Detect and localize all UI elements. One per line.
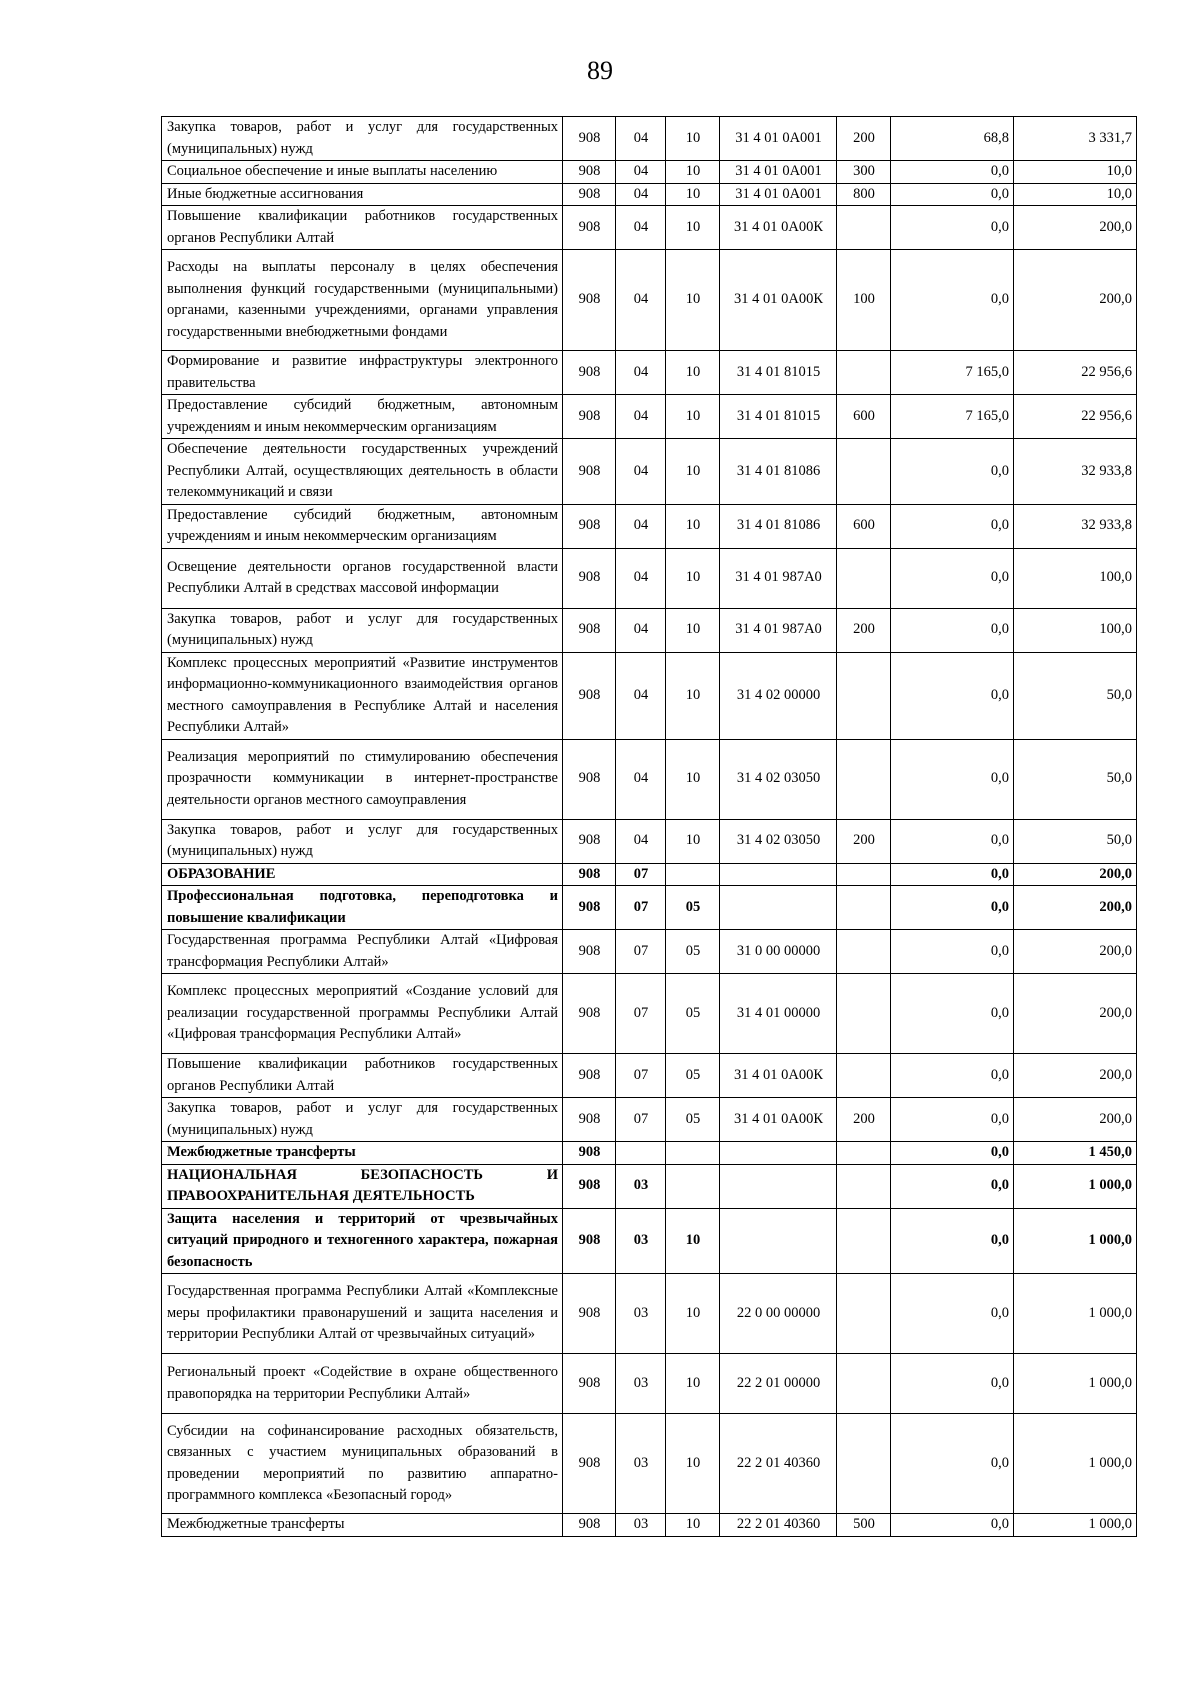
row-name-cell: Региональный проект «Содействие в охране общественного правопорядка на территории Республики Алтай» [162,1354,563,1414]
target-article-cell: 31 4 01 0А001 [720,161,837,184]
row-name-cell: Межбюджетные трансферты [162,1514,563,1537]
grbs-cell: 908 [563,1208,616,1274]
target-article-cell [720,886,837,930]
subsection-cell: 10 [666,608,720,652]
expense-type-cell: 500 [837,1514,891,1537]
expense-type-cell: 200 [837,608,891,652]
table-row [162,206,1137,250]
section-cell [616,1142,666,1165]
row-name-cell: Государственная программа Республики Алтай «Комплексные меры профилактики правонарушений и защита населения и территории Республики Алтай от чрезвычайных ситуаций» [162,1274,563,1354]
table-body [162,117,1137,1537]
section-cell: 03 [616,1414,666,1514]
row-name-cell: Предоставление субсидий бюджетным, автономным учреждениям и иным некоммерческим организациям [162,395,563,439]
section-cell: 04 [616,608,666,652]
amount-2-cell: 200,0 [1014,974,1137,1054]
amount-2-cell: 200,0 [1014,250,1137,351]
target-article-cell: 22 0 00 00000 [720,1274,837,1354]
table-row [162,819,1137,863]
grbs-cell: 908 [563,548,616,608]
subsection-cell: 10 [666,652,720,739]
grbs-cell: 908 [563,1414,616,1514]
amount-1-cell: 0,0 [891,439,1014,505]
section-cell: 07 [616,930,666,974]
target-article-cell: 31 4 01 81015 [720,395,837,439]
row-name-cell: Профессиональная подготовка, переподготовка и повышение квалификации [162,886,563,930]
expense-type-cell [837,974,891,1054]
subsection-cell: 10 [666,1414,720,1514]
subsection-cell: 05 [666,1054,720,1098]
subsection-cell: 10 [666,117,720,161]
amount-2-cell: 1 000,0 [1014,1164,1137,1208]
section-cell: 04 [616,183,666,206]
amount-2-cell: 200,0 [1014,206,1137,250]
amount-2-cell: 1 000,0 [1014,1414,1137,1514]
amount-1-cell: 0,0 [891,819,1014,863]
expense-type-cell [837,1414,891,1514]
grbs-cell: 908 [563,1054,616,1098]
amount-2-cell: 1 000,0 [1014,1208,1137,1274]
row-name-cell: Повышение квалификации работников государственных органов Республики Алтай [162,206,563,250]
amount-1-cell: 0,0 [891,183,1014,206]
target-article-cell: 31 4 02 03050 [720,819,837,863]
table-row [162,886,1137,930]
subsection-cell: 10 [666,250,720,351]
expense-type-cell: 100 [837,250,891,351]
table-row [162,504,1137,548]
table-row [162,183,1137,206]
amount-2-cell: 10,0 [1014,183,1137,206]
grbs-cell: 908 [563,1274,616,1354]
table-row [162,1142,1137,1165]
grbs-cell: 908 [563,161,616,184]
row-name-cell: Расходы на выплаты персоналу в целях обеспечения выполнения функций государственными (муниципальными) органами, казенными учреждениями, органами управления государственными внебюджетными фондами [162,250,563,351]
target-article-cell: 31 4 02 00000 [720,652,837,739]
expense-type-cell [837,652,891,739]
grbs-cell: 908 [563,974,616,1054]
table-row [162,351,1137,395]
amount-1-cell: 7 165,0 [891,395,1014,439]
subsection-cell: 10 [666,351,720,395]
section-cell: 07 [616,1054,666,1098]
target-article-cell: 31 4 01 0А001 [720,117,837,161]
amount-2-cell: 3 331,7 [1014,117,1137,161]
amount-1-cell: 0,0 [891,930,1014,974]
section-cell: 04 [616,739,666,819]
section-cell: 03 [616,1354,666,1414]
amount-2-cell: 32 933,8 [1014,504,1137,548]
row-name-cell: Закупка товаров, работ и услуг для государственных (муниципальных) нужд [162,117,563,161]
expense-type-cell [837,206,891,250]
amount-1-cell: 0,0 [891,206,1014,250]
grbs-cell: 908 [563,504,616,548]
subsection-cell: 10 [666,1354,720,1414]
target-article-cell [720,863,837,886]
amount-1-cell: 0,0 [891,1164,1014,1208]
row-name-cell: Закупка товаров, работ и услуг для государственных (муниципальных) нужд [162,819,563,863]
table-row [162,739,1137,819]
expense-type-cell: 600 [837,395,891,439]
target-article-cell: 31 4 02 03050 [720,739,837,819]
target-article-cell: 22 2 01 40360 [720,1514,837,1537]
amount-1-cell: 0,0 [891,886,1014,930]
expense-type-cell [837,739,891,819]
amount-2-cell: 1 000,0 [1014,1354,1137,1414]
target-article-cell: 31 4 01 0А00К [720,250,837,351]
amount-1-cell: 0,0 [891,1274,1014,1354]
table-row [162,439,1137,505]
section-cell: 07 [616,886,666,930]
amount-1-cell: 0,0 [891,739,1014,819]
table-row [162,1054,1137,1098]
grbs-cell: 908 [563,819,616,863]
amount-2-cell: 32 933,8 [1014,439,1137,505]
amount-2-cell: 50,0 [1014,652,1137,739]
target-article-cell: 31 4 01 00000 [720,974,837,1054]
expense-type-cell [837,439,891,505]
amount-2-cell: 50,0 [1014,819,1137,863]
grbs-cell: 908 [563,206,616,250]
expense-type-cell [837,1142,891,1165]
section-cell: 03 [616,1514,666,1537]
row-name-cell: Обеспечение деятельности государственных учреждений Республики Алтай, осуществляющих деятельность в области телекоммуникаций и связи [162,439,563,505]
amount-1-cell: 0,0 [891,1098,1014,1142]
budget-table [161,116,1137,1537]
amount-1-cell: 0,0 [891,161,1014,184]
section-cell: 07 [616,863,666,886]
section-cell: 04 [616,250,666,351]
subsection-cell: 10 [666,439,720,505]
expense-type-cell [837,863,891,886]
grbs-cell: 908 [563,652,616,739]
grbs-cell: 908 [563,1514,616,1537]
section-cell: 04 [616,439,666,505]
table-row [162,1274,1137,1354]
section-cell: 04 [616,504,666,548]
table-row [162,1354,1137,1414]
grbs-cell: 908 [563,863,616,886]
amount-1-cell: 0,0 [891,652,1014,739]
expense-type-cell [837,1208,891,1274]
subsection-cell: 10 [666,1514,720,1537]
amount-2-cell: 200,0 [1014,1098,1137,1142]
table-row [162,652,1137,739]
target-article-cell: 31 0 00 00000 [720,930,837,974]
row-name-cell: ОБРАЗОВАНИЕ [162,863,563,886]
amount-1-cell: 0,0 [891,504,1014,548]
section-cell: 04 [616,819,666,863]
subsection-cell: 10 [666,161,720,184]
amount-2-cell: 200,0 [1014,863,1137,886]
section-cell: 04 [616,351,666,395]
table-row [162,1414,1137,1514]
row-name-cell: Предоставление субсидий бюджетным, автономным учреждениям и иным некоммерческим организациям [162,504,563,548]
amount-1-cell: 0,0 [891,1054,1014,1098]
amount-1-cell: 0,0 [891,608,1014,652]
subsection-cell: 10 [666,1274,720,1354]
target-article-cell: 31 4 01 0А00К [720,206,837,250]
row-name-cell: Межбюджетные трансферты [162,1142,563,1165]
target-article-cell: 31 4 01 0А001 [720,183,837,206]
expense-type-cell [837,548,891,608]
amount-1-cell: 0,0 [891,250,1014,351]
subsection-cell: 10 [666,819,720,863]
row-name-cell: Комплекс процессных мероприятий «Создание условий для реализации государственной программы Республики Алтай «Цифровая трансформация Республики Алтай» [162,974,563,1054]
table-row [162,1164,1137,1208]
grbs-cell: 908 [563,1164,616,1208]
grbs-cell: 908 [563,886,616,930]
row-name-cell: Закупка товаров, работ и услуг для государственных (муниципальных) нужд [162,1098,563,1142]
expense-type-cell: 200 [837,117,891,161]
target-article-cell: 31 4 01 81086 [720,439,837,505]
row-name-cell: Комплекс процессных мероприятий «Развитие инструментов информационно-коммуникационного взаимодействия органов местного самоуправления в Республике Алтай и населения Республики Алтай» [162,652,563,739]
table-row [162,974,1137,1054]
amount-1-cell: 0,0 [891,548,1014,608]
target-article-cell: 22 2 01 00000 [720,1354,837,1414]
amount-2-cell: 1 000,0 [1014,1274,1137,1354]
expense-type-cell [837,1054,891,1098]
section-cell: 04 [616,206,666,250]
page-number: 89 [587,56,613,85]
expense-type-cell [837,886,891,930]
amount-2-cell: 100,0 [1014,548,1137,608]
subsection-cell: 10 [666,206,720,250]
expense-type-cell [837,1164,891,1208]
row-name-cell: Субсидии на софинансирование расходных обязательств, связанных с участием муниципальных образований в проведении мероприятий по развитию аппаратно-программного комплекса «Безопасный город» [162,1414,563,1514]
grbs-cell: 908 [563,1142,616,1165]
target-article-cell: 22 2 01 40360 [720,1414,837,1514]
grbs-cell: 908 [563,1354,616,1414]
row-name-cell: Социальное обеспечение и иные выплаты населению [162,161,563,184]
subsection-cell: 10 [666,395,720,439]
section-cell: 04 [616,395,666,439]
row-name-cell: Формирование и развитие инфраструктуры электронного правительства [162,351,563,395]
amount-1-cell: 7 165,0 [891,351,1014,395]
subsection-cell [666,1142,720,1165]
table-row [162,1514,1137,1537]
target-article-cell [720,1142,837,1165]
amount-1-cell: 0,0 [891,1514,1014,1537]
amount-1-cell: 0,0 [891,1142,1014,1165]
target-article-cell: 31 4 01 0А00К [720,1054,837,1098]
amount-2-cell: 1 450,0 [1014,1142,1137,1165]
table-row [162,863,1137,886]
table-row [162,548,1137,608]
expense-type-cell [837,930,891,974]
row-name-cell: Освещение деятельности органов государственной власти Республики Алтай в средствах массовой информации [162,548,563,608]
expense-type-cell [837,351,891,395]
amount-2-cell: 200,0 [1014,1054,1137,1098]
table-row [162,250,1137,351]
target-article-cell: 31 4 01 81015 [720,351,837,395]
row-name-cell: Закупка товаров, работ и услуг для государственных (муниципальных) нужд [162,608,563,652]
amount-1-cell: 0,0 [891,1354,1014,1414]
target-article-cell: 31 4 01 987А0 [720,548,837,608]
table-row [162,161,1137,184]
grbs-cell: 908 [563,439,616,505]
amount-2-cell: 100,0 [1014,608,1137,652]
expense-type-cell: 200 [837,1098,891,1142]
target-article-cell: 31 4 01 0А00К [720,1098,837,1142]
target-article-cell: 31 4 01 987А0 [720,608,837,652]
section-cell: 03 [616,1208,666,1274]
table-row [162,1208,1137,1274]
subsection-cell: 05 [666,930,720,974]
amount-2-cell: 10,0 [1014,161,1137,184]
subsection-cell: 05 [666,974,720,1054]
subsection-cell [666,1164,720,1208]
grbs-cell: 908 [563,608,616,652]
amount-2-cell: 200,0 [1014,886,1137,930]
amount-2-cell: 22 956,6 [1014,395,1137,439]
section-cell: 07 [616,974,666,1054]
grbs-cell: 908 [563,739,616,819]
expense-type-cell [837,1274,891,1354]
expense-type-cell: 800 [837,183,891,206]
table-row [162,930,1137,974]
table-row [162,1098,1137,1142]
row-name-cell: Иные бюджетные ассигнования [162,183,563,206]
amount-1-cell: 0,0 [891,1414,1014,1514]
grbs-cell: 908 [563,183,616,206]
subsection-cell: 10 [666,739,720,819]
amount-2-cell: 50,0 [1014,739,1137,819]
expense-type-cell: 200 [837,819,891,863]
subsection-cell: 05 [666,1098,720,1142]
table-row [162,608,1137,652]
grbs-cell: 908 [563,250,616,351]
grbs-cell: 908 [563,117,616,161]
subsection-cell [666,863,720,886]
grbs-cell: 908 [563,351,616,395]
section-cell: 03 [616,1274,666,1354]
grbs-cell: 908 [563,930,616,974]
row-name-cell: Защита населения и территорий от чрезвычайных ситуаций природного и техногенного характера, пожарная безопасность [162,1208,563,1274]
target-article-cell [720,1164,837,1208]
row-name-cell: Государственная программа Республики Алтай «Цифровая трансформация Республики Алтай» [162,930,563,974]
amount-1-cell: 0,0 [891,863,1014,886]
grbs-cell: 908 [563,1098,616,1142]
amount-1-cell: 68,8 [891,117,1014,161]
grbs-cell: 908 [563,395,616,439]
subsection-cell: 05 [666,886,720,930]
expense-type-cell [837,1354,891,1414]
subsection-cell: 10 [666,1208,720,1274]
target-article-cell: 31 4 01 81086 [720,504,837,548]
section-cell: 04 [616,652,666,739]
row-name-cell: Повышение квалификации работников государственных органов Республики Алтай [162,1054,563,1098]
expense-type-cell: 600 [837,504,891,548]
section-cell: 07 [616,1098,666,1142]
table-row [162,117,1137,161]
table-row [162,395,1137,439]
subsection-cell: 10 [666,183,720,206]
row-name-cell: НАЦИОНАЛЬНАЯ БЕЗОПАСНОСТЬ И ПРАВООХРАНИТЕЛЬНАЯ ДЕЯТЕЛЬНОСТЬ [162,1164,563,1208]
expense-type-cell: 300 [837,161,891,184]
amount-1-cell: 0,0 [891,1208,1014,1274]
section-cell: 04 [616,161,666,184]
amount-2-cell: 200,0 [1014,930,1137,974]
amount-1-cell: 0,0 [891,974,1014,1054]
row-name-cell: Реализация мероприятий по стимулированию обеспечения прозрачности коммуникации в интернет-пространстве деятельности органов местного самоуправления [162,739,563,819]
section-cell: 04 [616,117,666,161]
target-article-cell [720,1208,837,1274]
subsection-cell: 10 [666,504,720,548]
section-cell: 03 [616,1164,666,1208]
subsection-cell: 10 [666,548,720,608]
amount-2-cell: 22 956,6 [1014,351,1137,395]
amount-2-cell: 1 000,0 [1014,1514,1137,1537]
section-cell: 04 [616,548,666,608]
